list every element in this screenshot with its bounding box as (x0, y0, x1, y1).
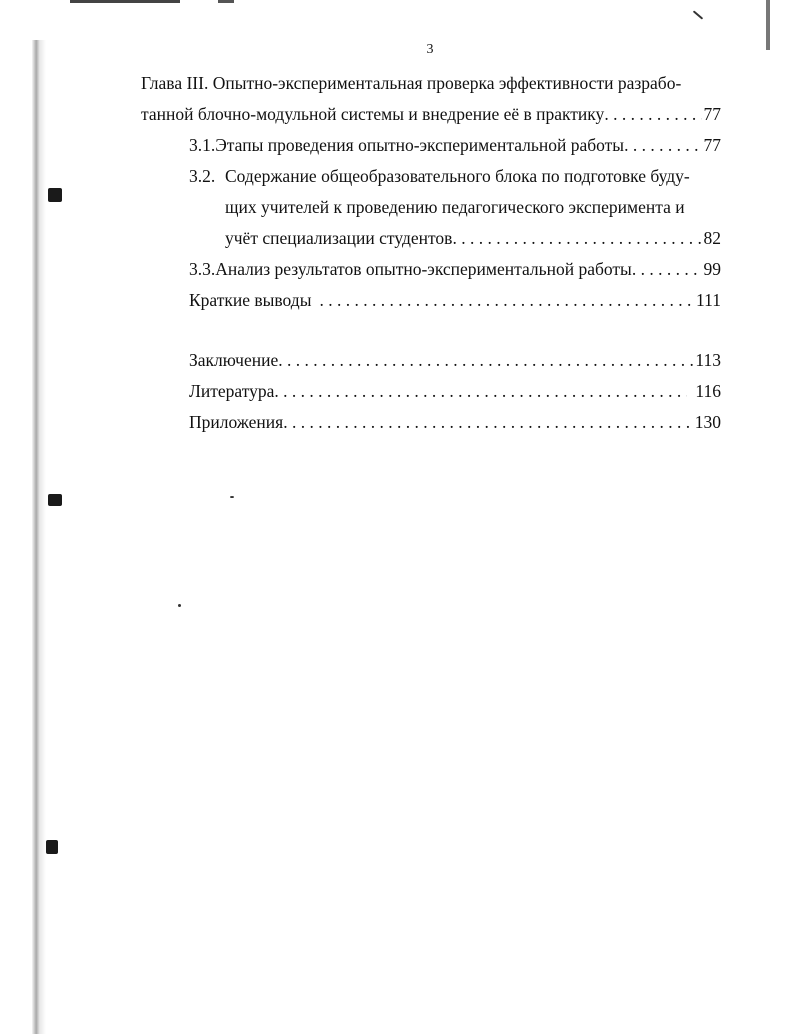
dot-leader (274, 380, 687, 402)
toc-section-3-2 (189, 165, 721, 187)
section-title-line-1: Содержание общеобразовательного блока по подготовке буду- (225, 166, 690, 186)
section-title-line-3: учёт специализации студентов (225, 228, 453, 248)
conclusion-label: Заключение (189, 350, 279, 370)
toc-appendices (189, 411, 721, 433)
section-page: 82 (703, 228, 721, 248)
toc-chapter-line-1 (141, 72, 701, 94)
toc-summary (189, 289, 721, 311)
literature-label: Литература (189, 381, 275, 401)
toc-section-3-1 (189, 134, 721, 156)
dot-leader (632, 258, 702, 280)
section-page: 77 (703, 135, 721, 155)
dot-leader (311, 289, 694, 311)
dot-leader (604, 103, 701, 125)
section-title: Этапы проведения опытно-экспериментальной работы (215, 135, 625, 155)
dot-leader (624, 134, 701, 156)
toc-conclusion (189, 349, 721, 371)
summary-label: Краткие выводы (189, 290, 312, 310)
section-number: 3.3. (189, 259, 216, 279)
conclusion-page: 113 (695, 350, 721, 370)
appendices-label: Приложения (189, 412, 284, 432)
dot-leader (283, 411, 693, 433)
literature-page: 116 (695, 381, 721, 401)
appendices-page: 130 (694, 412, 721, 432)
section-number: 3.2. (189, 166, 216, 186)
section-title-line-2: щих учителей к проведению педагогического эксперимента и (225, 197, 685, 217)
summary-page: 111 (696, 290, 721, 310)
toc-section-3-2-line-2 (225, 196, 721, 218)
dot-leader (452, 227, 701, 249)
chapter-page: 77 (703, 104, 721, 124)
toc-section-3-3 (189, 258, 721, 280)
chapter-title-part-1: Глава III. Опытно-экспериментальная проверка эффективности разрабо- (141, 73, 682, 93)
section-number: 3.1. (189, 135, 216, 155)
page-number: 3 (426, 42, 434, 57)
section-title: Анализ результатов опытно-экспериментальной работы (215, 259, 632, 279)
toc-literature (189, 380, 721, 402)
chapter-title-part-2: танной блочно-модульной системы и внедрение её в практику (141, 104, 605, 124)
toc-section-3-2-line-3 (225, 227, 721, 249)
dot-leader (278, 349, 693, 371)
section-page: 99 (703, 259, 721, 279)
toc-chapter-line-2 (141, 103, 721, 125)
